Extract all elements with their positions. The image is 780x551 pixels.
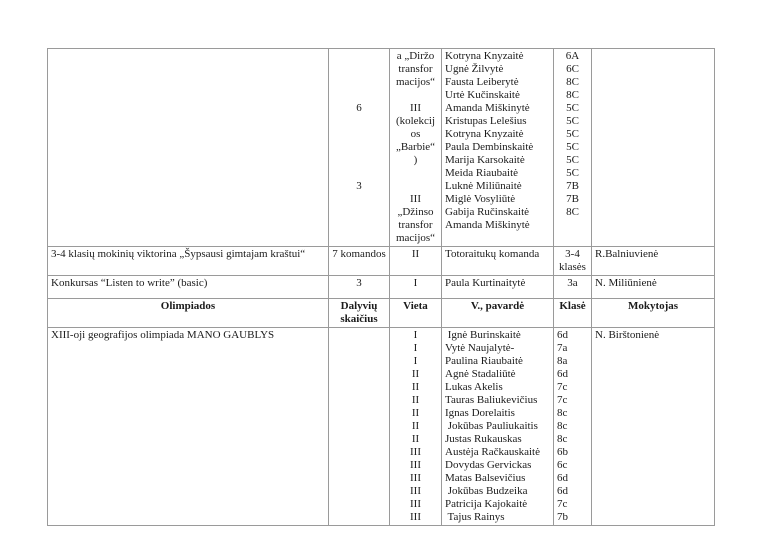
line xyxy=(332,63,386,76)
line: 6A xyxy=(565,50,580,62)
line: III xyxy=(410,511,421,523)
line: III xyxy=(410,472,421,484)
line: 6d xyxy=(557,329,568,341)
cell-place xyxy=(390,328,442,526)
table-row-konkursas xyxy=(48,276,715,299)
cell-participants xyxy=(329,49,390,247)
line: Ignas Dorelaitis xyxy=(445,407,515,419)
line: Kristupas Lelešius xyxy=(445,115,527,127)
line xyxy=(332,193,386,206)
line: Paula Dembinskaitė xyxy=(445,141,534,153)
cell-name: Totoraitukų komanda xyxy=(442,247,554,276)
cell-place: I xyxy=(390,276,442,299)
line: 5C xyxy=(566,141,579,153)
line xyxy=(393,167,438,180)
line: I xyxy=(413,342,418,354)
line: Dovydas Gervickas xyxy=(445,459,532,471)
line: II xyxy=(411,407,420,419)
cell-teacher: N. Miliūnienė xyxy=(592,276,715,299)
line: Tajus Rainys xyxy=(445,511,505,523)
line: 7c xyxy=(557,381,568,393)
line: 5C xyxy=(566,115,579,127)
line: 7B xyxy=(566,193,579,205)
line: 8c xyxy=(557,420,568,432)
cell-class xyxy=(554,49,592,247)
line: 3 xyxy=(356,180,362,192)
header-cell-klase: Klasė xyxy=(554,299,592,328)
line: Amanda Miškinytė xyxy=(445,219,530,231)
line: a „Diržo xyxy=(396,50,435,62)
line: Luknė Miliūnaitė xyxy=(445,180,522,192)
cell-participants: 3 xyxy=(329,276,390,299)
line: transfor xyxy=(398,63,433,75)
line: III xyxy=(410,485,421,497)
line: 7a xyxy=(557,342,568,354)
line: I xyxy=(413,355,418,367)
line xyxy=(332,206,386,219)
line xyxy=(332,76,386,89)
table-row-viktorina xyxy=(48,247,715,276)
cell-name xyxy=(442,328,554,526)
header-cell-mokytojas: Mokytojas xyxy=(592,299,715,328)
line: Lukas Akelis xyxy=(445,381,503,393)
line: Austėja Račkauskaitė xyxy=(445,446,540,458)
cell-place: II xyxy=(390,247,442,276)
line: Urtė Kučinskaitė xyxy=(445,89,520,101)
line: II xyxy=(411,394,420,406)
cell-name: Paula Kurtinaitytė xyxy=(442,276,554,299)
cell-class xyxy=(554,328,592,526)
line: III xyxy=(410,102,421,114)
line: transfor xyxy=(398,219,433,231)
line: 5C xyxy=(566,167,579,179)
line: Tauras Baliukevičius xyxy=(445,394,538,406)
line: Fausta Leiberytė xyxy=(445,76,519,88)
line xyxy=(332,115,386,128)
line: Gabija Ručinskaitė xyxy=(445,206,530,218)
line: Justas Rukauskas xyxy=(445,433,522,445)
table-row-continuation xyxy=(48,49,715,247)
line: 6d xyxy=(557,472,568,484)
line: Kotryna Knyzaitė xyxy=(445,128,524,140)
cell-teacher xyxy=(592,49,715,247)
line: 8C xyxy=(566,206,579,218)
line: Amanda Miškinytė xyxy=(445,102,530,114)
line: II xyxy=(411,433,420,445)
header-cell-vieta: Vieta xyxy=(390,299,442,328)
header-cell-olimpiados: Olimpiados xyxy=(48,299,329,328)
line xyxy=(332,219,386,232)
cell-place xyxy=(390,49,442,247)
line: macijos“ xyxy=(395,76,436,88)
cell-participants: 7 komandos xyxy=(329,247,390,276)
line: 6d xyxy=(557,485,568,497)
line: Miglė Vosyliūtė xyxy=(445,193,516,205)
line: III xyxy=(410,459,421,471)
line: Ugnė Žilvytė xyxy=(445,63,504,75)
cell-event: Konkursas “Listen to write” (basic) xyxy=(48,276,329,299)
line xyxy=(332,128,386,141)
line: 8a xyxy=(557,355,568,367)
results-table xyxy=(47,48,715,526)
line: Agnė Stadaliūtė xyxy=(445,368,516,380)
line: II xyxy=(411,368,420,380)
line: Meida Riaubaitė xyxy=(445,167,519,179)
line: II xyxy=(411,381,420,393)
line: 7B xyxy=(566,180,579,192)
line: 7c xyxy=(557,394,568,406)
line: 6C xyxy=(566,63,579,75)
line: Paulina Riaubaitė xyxy=(445,355,523,367)
line: 5C xyxy=(566,154,579,166)
cell-class: 3-4 klasės xyxy=(554,247,592,276)
cell-participants xyxy=(329,328,390,526)
line: 5C xyxy=(566,128,579,140)
line: 6b xyxy=(557,446,568,458)
cell-event: 3-4 klasių mokinių viktorina „Šypsausi gimtajam kraštui“ xyxy=(48,247,329,276)
table-row-geografija xyxy=(48,328,715,526)
cell-teacher: R.Balniuvienė xyxy=(592,247,715,276)
line: 8c xyxy=(557,433,568,445)
line xyxy=(393,89,438,102)
line: os xyxy=(410,128,421,140)
line: Jokūbas Budzeika xyxy=(445,485,528,497)
line xyxy=(332,89,386,102)
header-cell-dalyviu-skaicius: Dalyvių skaičius xyxy=(329,299,390,328)
line: III xyxy=(410,498,421,510)
line: I xyxy=(413,329,418,341)
line: Patricija Kajokaitė xyxy=(445,498,528,510)
cell-name xyxy=(442,49,554,247)
line xyxy=(332,50,386,63)
line: Ignė Burinskaitė xyxy=(445,329,521,341)
line: II xyxy=(411,420,420,432)
line: 5C xyxy=(566,102,579,114)
line xyxy=(393,180,438,193)
line: 6d xyxy=(557,368,568,380)
line: macijos“ xyxy=(395,232,436,244)
cell-teacher: N. Birštonienė xyxy=(592,328,715,526)
line: Matas Balsevičius xyxy=(445,472,526,484)
line: 7c xyxy=(557,498,568,510)
line: 7b xyxy=(557,511,568,523)
line: III xyxy=(410,193,421,205)
header-cell-pavarde: V., pavardė xyxy=(442,299,554,328)
line: Kotryna Knyzaitė xyxy=(445,50,524,62)
line: Jokūbas Pauliukaitis xyxy=(445,420,538,432)
line: ) xyxy=(413,154,418,166)
line: „Džinso xyxy=(397,206,434,218)
cell-event: XIII-oji geografijos olimpiada MANO GAUBLYS xyxy=(48,328,329,526)
line: Vytė Naujalytė- xyxy=(445,342,515,354)
line: 8C xyxy=(566,89,579,101)
line: Marija Karsokaitė xyxy=(445,154,525,166)
line: 6c xyxy=(557,459,568,471)
line xyxy=(332,141,386,154)
line xyxy=(332,232,386,245)
line xyxy=(332,154,386,167)
line: 6 xyxy=(356,102,362,114)
cell-class: 3a xyxy=(554,276,592,299)
line: „Barbie“ xyxy=(395,141,436,153)
line: III xyxy=(410,446,421,458)
line: 8C xyxy=(566,76,579,88)
line xyxy=(332,167,386,180)
table-header-row xyxy=(48,299,715,328)
line: (kolekcij xyxy=(395,115,436,127)
cell-event xyxy=(48,49,329,247)
line: 8c xyxy=(557,407,568,419)
